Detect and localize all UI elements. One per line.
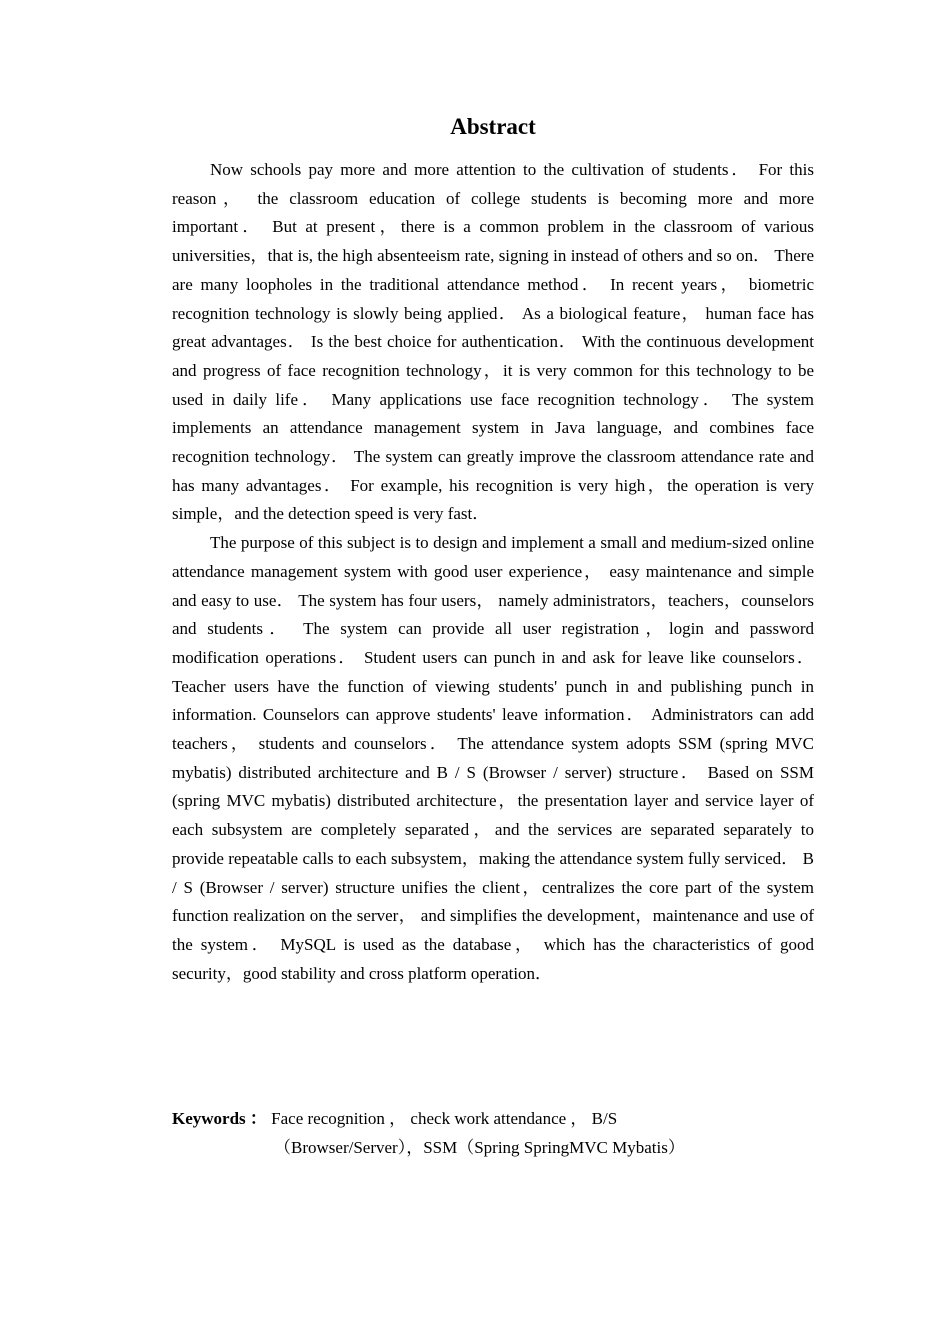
keywords-line-2: （Browser/Server），SSM（Spring SpringMVC Mybatis） (274, 1137, 685, 1157)
abstract-paragraph-2: The purpose of this subject is to design and implement a small and medium-sized online attendance management system with good user experience， easy maintenance and simple and easy to use． The system has four users， namely administrators，teachers，counselors and students． The system can provide all user registration，login and password modification operations． Student users can punch in and ask for leave like counselors． Teacher users have the function of viewing students' punch in and publishing punch in information. Counselors can approve students' leave information． Administrators can add teachers， students and counselors． The attendance system adopts SSM (spring MVC mybatis) distributed architecture and B / S (Browser / server) structure． Based on SSM (spring MVC mybatis) distributed architecture，the presentation layer and service layer of each subsystem are completely separated，and the services are separated separately to provide repeatable calls to each subsystem，making the attendance system fully serviced． B / S (Browser / server) structure unifies the client，centralizes the core part of the system function realization on the server， and simplifies the development，maintenance and use of the system． MySQL is used as the database， which has the characteristics of good security，good stability and cross platform operation． (172, 533, 814, 983)
abstract-body (172, 156, 814, 988)
abstract-paragraph-1: Now schools pay more and more attention to the cultivation of students． For this reason， the classroom education of college students is becoming more and more important． But at present，there is a common problem in the classroom of various universities，that is, the high absenteeism rate, signing in instead of others and so on． There are many loopholes in the traditional attendance method． In recent years， biometric recognition technology is slowly being applied． As a biological feature， human face has great advantages． Is the best choice for authentication． With the continuous development and progress of face recognition technology，it is very common for this technology to be used in daily life． Many applications use face recognition technology． The system implements an attendance management system in Java language, and combines face recognition technology． The system can greatly improve the classroom attendance rate and has many advantages． For example, his recognition is very high，the operation is very simple，and the detection speed is very fast． (172, 160, 814, 524)
keywords-label: Keywords ： (172, 1109, 267, 1128)
keywords-line-1: Face recognition ， check work attendance ， B/S (271, 1109, 618, 1128)
abstract-title: Abstract (450, 114, 536, 139)
keywords-block (172, 1105, 814, 1162)
